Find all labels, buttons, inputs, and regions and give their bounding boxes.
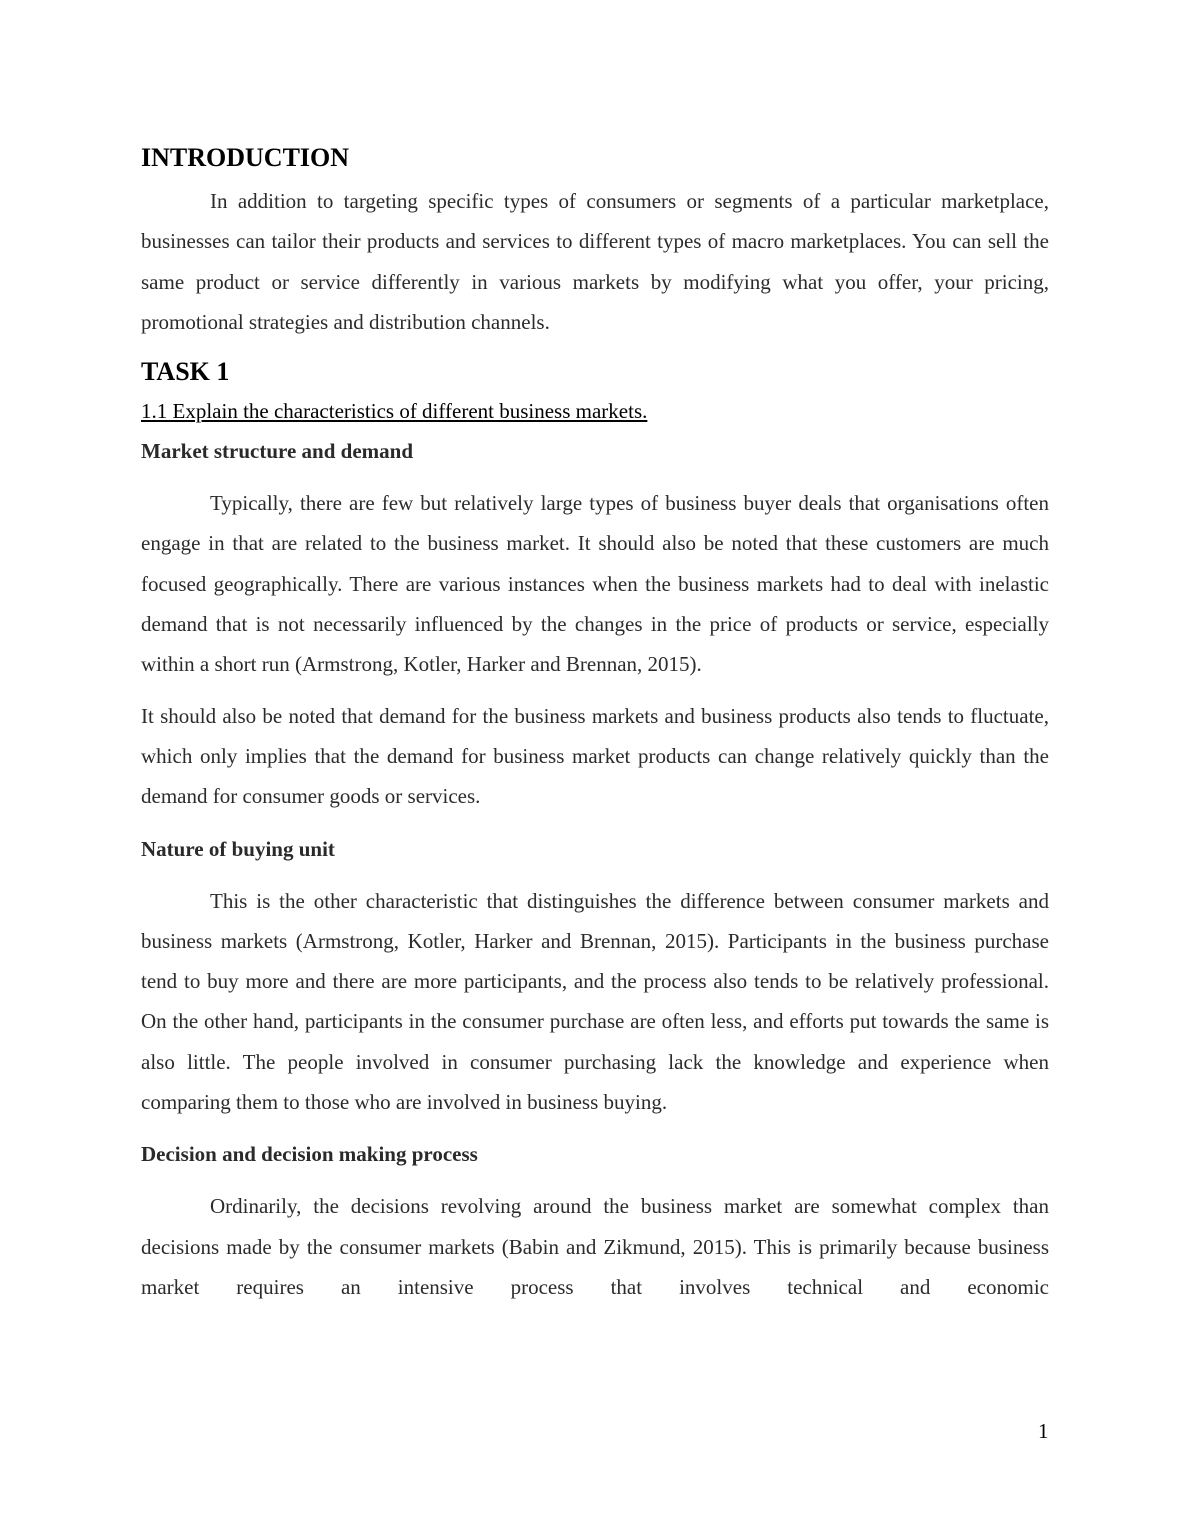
buying-unit-heading: Nature of buying unit [141,836,335,861]
page-number: 1 [1038,1419,1049,1443]
market-structure-paragraph-1: Typically, there are few but relatively large types of business buyer deals that organisations often engage in that are related to the business market. It should also be noted that these customers are much focused geographically. There are various instances when the business markets had to deal with inelastic demand that is not necessarily influenced by the changes in the price of products or service, especially within a short run (Armstrong, Kotler, Harker and Brennan, 2015). [141,491,1049,677]
introduction-paragraph: In addition to targeting specific types of consumers or segments of a particular marketplace, businesses can tailor their products and services to different types of macro marketplaces. You can sell the same product or service differently in various markets by modifying what you offer, your pricing, promotional strategies and distribution channels. [141,189,1049,334]
market-structure-heading: Market structure and demand [141,439,414,464]
decision-paragraph: Ordinarily, the decisions revolving around the business market are somewhat complex than decisions made by the consumer markets (Babin and Zikmund, 2015). This is primarily because business market requires an intensive process that involves technical and economic [141,1194,1049,1299]
decision-heading: Decision and decision making process [141,1142,478,1167]
buying-unit-paragraph: This is the other characteristic that distinguishes the difference between consumer markets and business markets (Armstrong, Kotler, Harker and Brennan, 2015). Participants in the business purchase tend to buy more and there are more participants, and the process also tends to be relatively professional. On the other hand, participants in the consumer purchase are often less, and efforts put towards the same is also little. The people involved in consumer purchasing lack the knowledge and experience when comparing them to those who are involved in business buying. [141,888,1049,1115]
task-heading: TASK 1 [141,357,230,387]
market-structure-paragraph-2: It should also be noted that demand for the business markets and business products also tends to fluctuate, which only implies that the demand for business market products can change relatively quickly than the demand for consumer goods or services. [141,703,1049,809]
task-question: 1.1 Explain the characteristics of different business markets. [141,399,648,424]
document-page [141,140,1049,1307]
introduction-heading: INTRODUCTION [141,143,350,172]
